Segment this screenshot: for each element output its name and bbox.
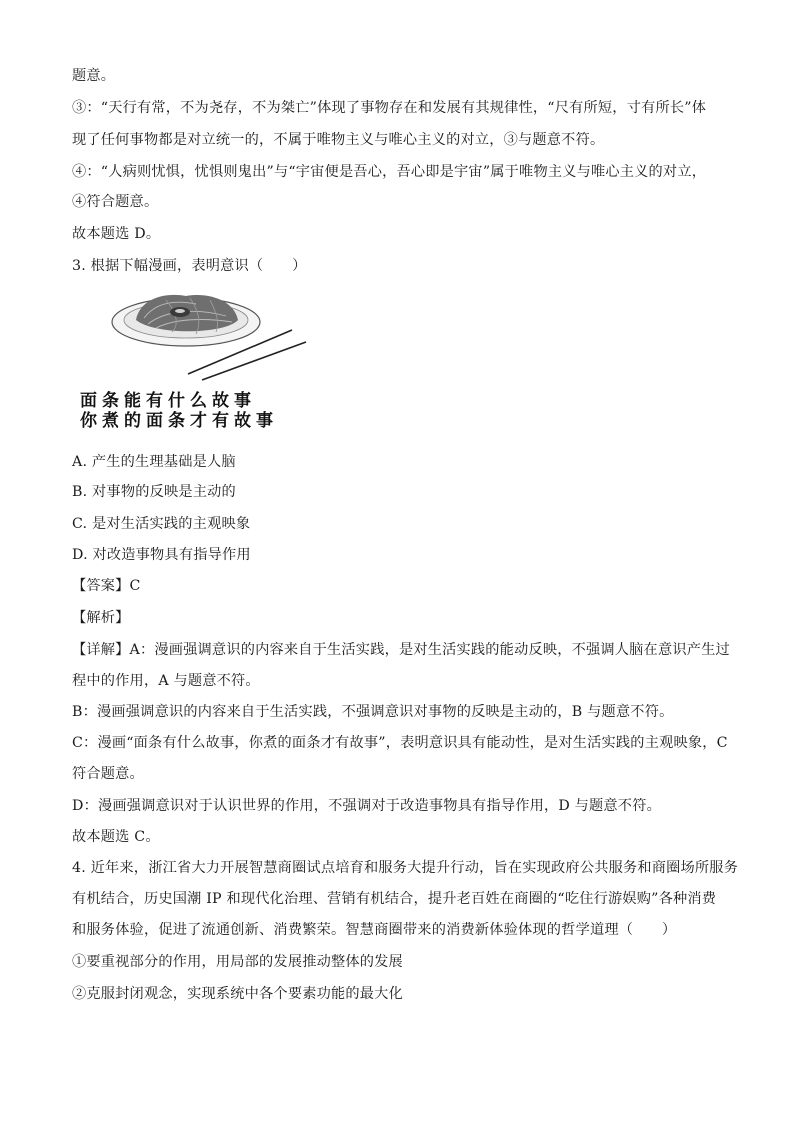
analysis-line: 程中的作用，A 与题意不符。 [72,673,260,689]
analysis-line: B：漫画强调意识的内容来自于生活实践，不强调意识对事物的反映是主动的，B 与题意不符。 [72,704,674,720]
question-4-item: ①要重视部分的作用，用局部的发展推动整体的发展 [72,954,403,970]
text-line: 现了任何事物都是对立统一的，不属于唯物主义与唯心主义的对立，③与题意不符。 [72,132,605,148]
analysis-line: D：漫画强调意识对于认识世界的作用，不强调对于改造事物具有指导作用，D 与题意不符。 [72,798,661,814]
text-line: 故本题选 D。 [72,226,161,242]
analysis-line: 符合题意。 [72,766,144,782]
text-line: 题意。 [72,68,116,84]
analysis-line: 故本题选 C。 [72,829,160,845]
cartoon-caption-line1: 面条能有什么故事 [80,391,256,411]
text-line: ④符合题意。 [72,194,159,210]
question-4-item: ②克服封闭观念，实现系统中各个要素功能的最大化 [72,986,403,1002]
option-c: C. 是对生活实践的主观映象 [72,516,251,532]
question-4-stem: 和服务体验，促进了流通创新、消费繁荣。智慧商圈带来的消费新体验体现的哲学道理（ ） [72,922,677,938]
answer-label: 【答案】C [72,578,141,594]
analysis-heading: 【解析】 [72,610,130,626]
question-3-stem: 3. 根据下幅漫画，表明意识（ ） [72,258,307,274]
question-4-stem: 有机结合，历史国潮 IP 和现代化治理、营销有机结合，提升老百姓在商圈的“吃住行游娱购”各种消费 [72,891,717,907]
option-d: D. 对改造事物具有指导作用 [72,547,251,563]
analysis-line: 【详解】A：漫画强调意识的内容来自于生活实践，是对生活实践的能动反映，不强调人脑在意识产生过 [72,642,730,658]
option-b: B. 对事物的反映是主动的 [72,484,236,500]
question-4-stem: 4. 近年来，浙江省大力开展智慧商圈试点培育和服务大提升行动，旨在实现政府公共服务和商圈场所服务 [72,860,739,876]
option-a: A. 产生的生理基础是人脑 [72,454,236,470]
cartoon-caption-line2: 你煮的面条才有故事 [80,411,278,431]
text-line: ④：“人病则忧惧，忧惧则鬼出”与“宇宙便是吾心，吾心即是宇宙”属于唯物主义与唯心主义的对立， [72,164,707,180]
text-line: ③：“天行有常，不为尧存，不为桀亡”体现了事物存在和发展有其规律性，“尺有所短，寸有所长”体 [72,100,707,116]
analysis-line: C：漫画“面条有什么故事，你煮的面条才有故事”，表明意识具有能动性，是对生活实践的主观映象，C [72,735,728,751]
